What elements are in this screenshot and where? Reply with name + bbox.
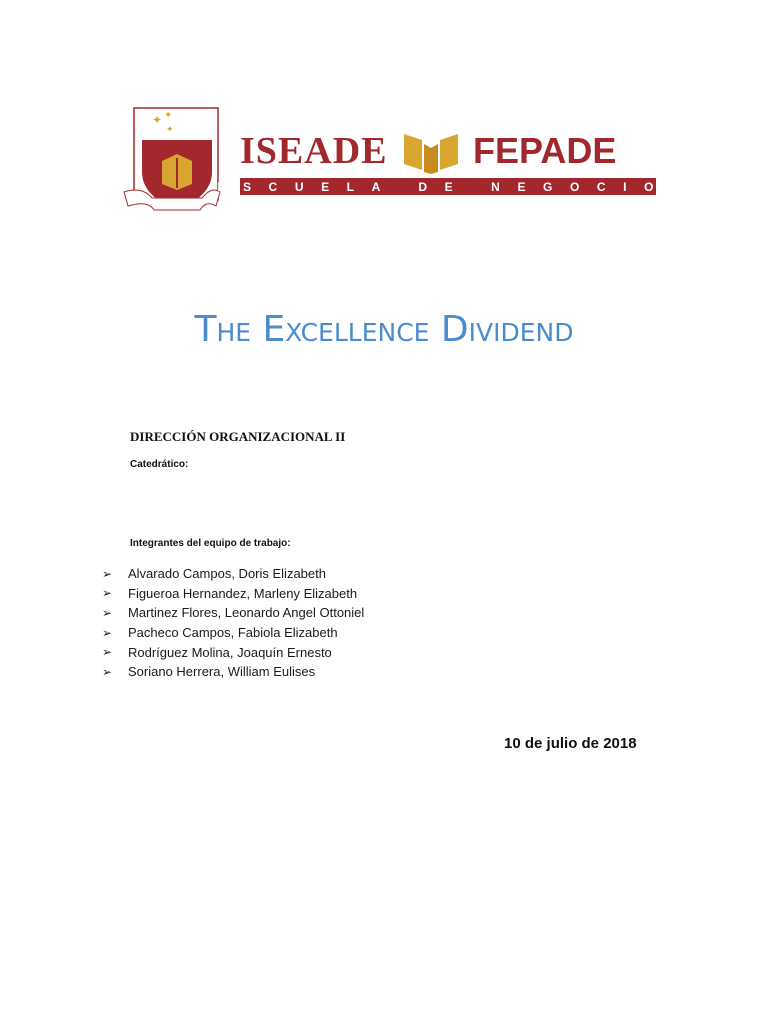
- institution-logo: [118, 100, 697, 230]
- arrowhead-bullet-icon: ➢: [102, 566, 113, 581]
- list-item: [102, 642, 364, 662]
- list-item: [102, 662, 364, 682]
- school-subtitle: ESCUELA DE NEGOCIOS: [217, 179, 697, 194]
- brand-name-left: ISEADE: [240, 130, 388, 172]
- document-title: The Excellence Dividend: [194, 309, 574, 350]
- arrowhead-bullet-icon: ➢: [102, 605, 113, 620]
- arrowhead-bullet-icon: ➢: [102, 645, 113, 660]
- brand-name-right: FEPADE: [473, 130, 617, 171]
- arrowhead-bullet-icon: ➢: [102, 586, 113, 601]
- school-subtitle-bar: [217, 178, 697, 195]
- member-name: Figueroa Hernandez, Marleny Elizabeth: [128, 585, 358, 601]
- list-item: [102, 584, 364, 604]
- document-date: 10 de julio de 2018: [504, 735, 637, 752]
- member-name: Martinez Flores, Leonardo Angel Ottoniel: [128, 605, 365, 621]
- svg-text:✦: ✦: [166, 125, 174, 135]
- team-label: Integrantes del equipo de trabajo:: [130, 538, 291, 549]
- team-members-list: [102, 564, 364, 682]
- brand-wordmark: [217, 130, 697, 200]
- member-name: Rodríguez Molina, Joaquín Ernesto: [128, 644, 332, 660]
- book-mark-icon: [400, 130, 462, 174]
- list-item: [102, 564, 364, 584]
- teacher-label: Catedrático:: [130, 459, 189, 470]
- member-name: Pacheco Campos, Fabiola Elizabeth: [128, 625, 338, 641]
- member-name: Alvarado Campos, Doris Elizabeth: [128, 566, 326, 582]
- list-item: [102, 603, 364, 623]
- svg-text:✦: ✦: [164, 110, 173, 121]
- seal-shield-icon: [122, 106, 222, 222]
- course-name: DIRECCIÓN ORGANIZACIONAL II: [130, 429, 346, 444]
- arrowhead-bullet-icon: ➢: [102, 625, 113, 640]
- member-name: Soriano Herrera, William Eulises: [128, 664, 316, 680]
- arrowhead-bullet-icon: ➢: [102, 664, 113, 679]
- svg-text:✦: ✦: [152, 113, 163, 127]
- list-item: [102, 623, 364, 643]
